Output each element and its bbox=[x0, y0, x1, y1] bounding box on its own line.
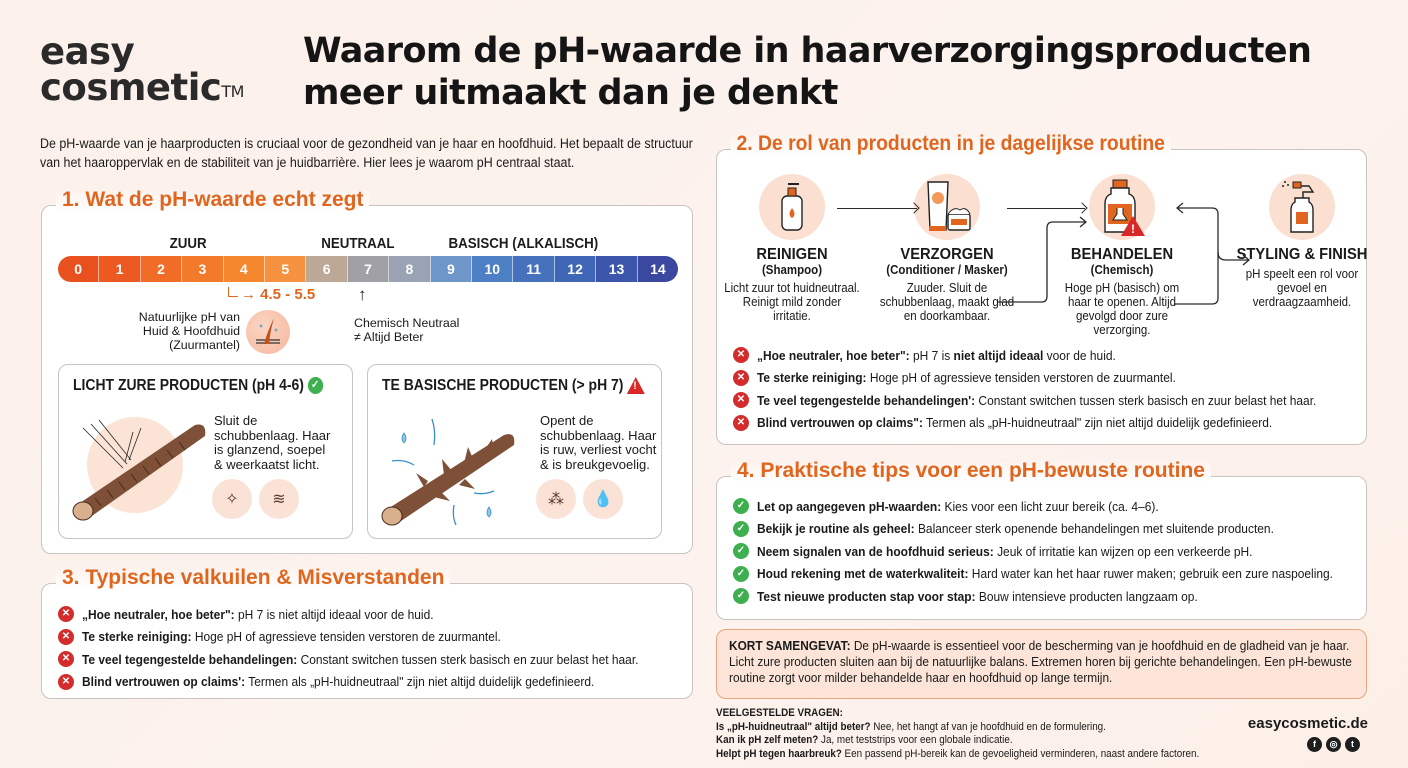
list-item bbox=[58, 626, 700, 649]
hook-arrow-icon bbox=[228, 287, 238, 297]
step-description: pH speelt een rol voor gevoel en verdraagzaamheid. bbox=[1245, 267, 1359, 309]
website-link[interactable]: easycosmetic.de bbox=[1247, 715, 1368, 732]
ph-cell-9: 9 bbox=[431, 256, 472, 282]
facebook-icon[interactable]: f bbox=[1307, 737, 1322, 752]
list-item bbox=[733, 412, 1379, 435]
neutral-line: ≠ Altijd Beter bbox=[354, 330, 424, 344]
card-title bbox=[382, 377, 645, 395]
list-item-text bbox=[757, 393, 1316, 408]
list-item-bold: Te sterke reiniging: bbox=[757, 370, 867, 386]
instagram-icon[interactable]: ◎ bbox=[1326, 737, 1341, 752]
damaged-hair-icon: ⁂ bbox=[536, 479, 576, 519]
ph-cell-12: 12 bbox=[555, 256, 596, 282]
list-item-body: Constant switchen tussen sterk basisch en zuur belast het haar. bbox=[975, 392, 1317, 408]
step-title: VERZORGEN bbox=[900, 246, 994, 263]
ph-cell-13: 13 bbox=[596, 256, 637, 282]
card-description: Opent de schubbenlaag. Haar is ruw, verliest vocht & is breukgevoelig. bbox=[540, 413, 657, 472]
list-item-text bbox=[82, 629, 501, 644]
list-item-body: Balanceer sterk openende behandelingen met sluitende producten. bbox=[914, 521, 1274, 537]
ph-cell-0: 0 bbox=[58, 256, 99, 282]
x-circle-icon: ✕ bbox=[733, 415, 749, 431]
faq-item bbox=[716, 721, 1244, 735]
x-circle-icon: ✕ bbox=[58, 651, 74, 667]
list-item bbox=[733, 495, 1397, 518]
intro-text: De pH-waarde van je haarproducten is cruciaal voor de gezondheid van je haar en hoofdhuid. Het bepaalt de structuur van het haaroppervlak en de stabiliteit van je huidbarrière. Hier lees je waarom pH centraal staat. bbox=[40, 136, 693, 170]
step-description: Licht zuur tot huidneutraal. Reinigt mild zonder irritatie. bbox=[724, 281, 860, 323]
chemical-bottle-icon bbox=[1089, 174, 1155, 240]
scale-labels bbox=[42, 236, 692, 254]
faq-section bbox=[716, 707, 1316, 761]
faq-question: Is „pH-huidneutraal" altijd beter? bbox=[716, 720, 871, 733]
step-subtitle: (Conditioner / Masker) bbox=[886, 263, 1008, 277]
faq-answer: Een passend pH-bereik kan de gevoeligheid verminderen, naast andere factoren. bbox=[841, 747, 1200, 760]
x-circle-icon: ✕ bbox=[733, 347, 749, 363]
list-item bbox=[58, 671, 700, 694]
list-item bbox=[733, 585, 1397, 608]
list-item-body: pH 7 is bbox=[909, 347, 954, 363]
arrow-icon bbox=[837, 208, 917, 209]
social-links bbox=[1307, 737, 1360, 752]
smooth-hair-strand-icon bbox=[65, 410, 215, 525]
card-title bbox=[73, 377, 323, 395]
natural-line: Huid & Hoofdhuid bbox=[142, 324, 240, 338]
step-description: Zuuder. Sluit de schubbenlaag, maakt glad en doorkambaar. bbox=[879, 281, 1015, 323]
list-item-body: Constant switchen tussen sterk basisch en zuur belast het haar. bbox=[297, 651, 639, 667]
label-basic: BASISCH (ALKALISCH) bbox=[448, 236, 599, 252]
card-description: Sluit de schubbenlaag. Haar is glanzend, soepel & weerkaatst licht. bbox=[214, 413, 331, 472]
svg-text:!: ! bbox=[1131, 222, 1135, 236]
ph-cell-3: 3 bbox=[182, 256, 223, 282]
check-circle-icon: ✓ bbox=[733, 543, 749, 559]
section-ph-meaning bbox=[41, 188, 693, 554]
title-line-1: Waarom de pH-waarde in haarverzorgingsproducten bbox=[303, 31, 1312, 71]
list-item bbox=[733, 518, 1397, 541]
list-item-body: Hoge pH of agressieve tensiden verstoren de zuurmantel. bbox=[866, 370, 1176, 386]
list-item-bold: Te veel tegengestelde behandelingen: bbox=[82, 651, 298, 667]
trademark: TM bbox=[221, 82, 244, 101]
list-item bbox=[58, 603, 700, 626]
faq-item bbox=[716, 734, 1244, 748]
list-item-body: Bouw intensieve producten langzaam op. bbox=[975, 588, 1198, 604]
brand-line-1: easy bbox=[40, 30, 135, 73]
smooth-waves-icon: ≋ bbox=[259, 479, 299, 519]
list-item-text bbox=[82, 674, 594, 689]
summary-label: KORT SAMENGEVAT: bbox=[729, 638, 851, 653]
section-title: 2. De rol van producten in je dagelijkse routine bbox=[731, 132, 1170, 156]
list-item bbox=[733, 344, 1379, 367]
step-subtitle: (Chemisch) bbox=[1090, 263, 1154, 277]
check-circle-icon: ✓ bbox=[733, 498, 749, 514]
neutral-arrow-icon: ↑ bbox=[358, 285, 367, 304]
shiny-hair-icon: ✧ bbox=[212, 479, 252, 519]
ph-cell-14: 14 bbox=[638, 256, 678, 282]
list-item bbox=[58, 648, 700, 671]
list-item-bold: Neem signalen van de hoofdhuid serieus: bbox=[757, 543, 994, 559]
step-description: Hoge pH (basisch) om haar te openen. Altijd gevolgd door zure verzorging. bbox=[1064, 281, 1180, 337]
list-item-bold: Te sterke reiniging: bbox=[82, 629, 192, 645]
arrow-icon bbox=[1007, 208, 1085, 209]
warning-icon bbox=[627, 377, 645, 394]
section-title: 4. Praktische tips voor een pH-bewuste routine bbox=[731, 459, 1211, 483]
hair-follicle-icon bbox=[246, 310, 290, 354]
page-title bbox=[303, 30, 1393, 114]
summary-text: De pH-waarde is essentieel voor de bescherming van je hoofdhuid en de gladheid van je haar. Licht zure producten sluiten aan bij de natuurlijke balans. Extremen horen bij gerichte behandelingen. Een pH-bewuste routine zorgt voor milder behandelde haar en hoofdhuid op lange termijn. bbox=[729, 638, 1352, 685]
x-circle-icon: ✕ bbox=[733, 392, 749, 408]
list-item bbox=[733, 563, 1397, 586]
section-tips bbox=[716, 459, 1367, 620]
list-item bbox=[733, 540, 1397, 563]
list-item-text bbox=[757, 348, 1116, 363]
faq-question: Helpt pH tegen haarbreuk? bbox=[716, 747, 842, 760]
list-item-bold: Houd rekening met de waterkwaliteit: bbox=[757, 566, 969, 582]
faq-answer: Ja, met teststrips voor een globale indicatie. bbox=[818, 734, 1013, 746]
section-title: 1. Wat de pH-waarde echt zegt bbox=[56, 188, 369, 212]
natural-line: (Zuurmantel) bbox=[169, 338, 240, 352]
neutral-line: Chemisch Neutraal bbox=[354, 316, 460, 330]
list-item-text bbox=[757, 544, 1253, 559]
ph-cell-11: 11 bbox=[513, 256, 554, 282]
moisture-loss-icon: 💧 bbox=[583, 479, 623, 519]
list-item-body: Kies voor een licht zuur bereik (ca. 4–6). bbox=[941, 498, 1159, 514]
summary-box bbox=[716, 629, 1367, 699]
check-circle-icon: ✓ bbox=[733, 566, 749, 582]
natural-line: Natuurlijke pH van bbox=[138, 310, 240, 324]
list-item-bold: Let op aangegeven pH-waarden: bbox=[757, 498, 942, 514]
list-item-body: Termen als „pH-huidneutraal" zijn niet altijd duidelijk gedefinieerd. bbox=[245, 674, 595, 690]
ph-cell-6: 6 bbox=[306, 256, 347, 282]
ph-cell-1: 1 bbox=[99, 256, 140, 282]
natural-ph-label bbox=[120, 310, 240, 352]
list-item-text bbox=[757, 589, 1198, 604]
list-item-bold: Test nieuwe producten stap voor stap: bbox=[757, 588, 976, 604]
label-acid: ZUUR bbox=[169, 236, 207, 252]
list-item-body: Termen als „pH-huidneutraal" zijn niet altijd duidelijk gedefinieerd. bbox=[922, 415, 1273, 431]
ph-scale-bar bbox=[58, 256, 678, 282]
step-title: STYLING & FINISH bbox=[1236, 246, 1368, 263]
shampoo-bottle-icon bbox=[759, 174, 825, 240]
card-acid-products bbox=[58, 364, 353, 539]
x-circle-icon: ✕ bbox=[733, 370, 749, 386]
check-circle-icon: ✓ bbox=[733, 588, 749, 604]
list-item-body: Hard water kan het haar ruwer maken; gebruik een zure naspoeling. bbox=[968, 566, 1334, 582]
list-item-bold: Te veel tegengestelde behandelingen': bbox=[757, 392, 976, 408]
list-item-bold: Bekijk je routine als geheel: bbox=[757, 521, 915, 537]
check-circle-icon: ✓ bbox=[733, 521, 749, 537]
ph-cell-10: 10 bbox=[472, 256, 513, 282]
list-item-body: Hoge pH of agressieve tensiden verstoren de zuurmantel. bbox=[191, 629, 501, 645]
section-pitfalls bbox=[41, 566, 693, 699]
list-item-bold: Blind vertrouwen op claims": bbox=[757, 415, 923, 431]
branch-arrow-icon bbox=[1172, 200, 1252, 310]
section-title: 3. Typische valkuilen & Misverstanden bbox=[56, 566, 450, 590]
list-item-text bbox=[82, 652, 638, 667]
x-circle-icon: ✕ bbox=[58, 606, 74, 622]
list-item-body: pH 7 is niet altijd ideaal voor de huid. bbox=[234, 606, 434, 622]
damaged-hair-strand-icon bbox=[374, 405, 539, 530]
routine-step-reinigen bbox=[717, 174, 867, 323]
list-item-body: voor de huid. bbox=[1043, 347, 1116, 363]
routine-pitfalls-list bbox=[733, 344, 1379, 434]
list-item-text bbox=[757, 499, 1159, 514]
list-item-bold: niet altijd ideaal bbox=[953, 347, 1044, 363]
x-circle-icon: ✕ bbox=[58, 674, 74, 690]
spray-bottle-icon bbox=[1269, 174, 1335, 240]
list-item bbox=[733, 367, 1379, 390]
return-arrow-icon bbox=[997, 212, 1092, 312]
faq-title: VEELGESTELDE VRAGEN: bbox=[716, 707, 843, 719]
list-item-bold: „Hoe neutraler, hoe beter": bbox=[82, 606, 235, 622]
range-value: 4.5 - 5.5 bbox=[260, 286, 316, 303]
ph-cell-8: 8 bbox=[389, 256, 430, 282]
check-icon: ✓ bbox=[308, 377, 323, 394]
neutral-note bbox=[354, 316, 459, 344]
list-item-text bbox=[757, 370, 1176, 385]
conditioner-tube-icon bbox=[914, 174, 980, 240]
card-basic-products bbox=[367, 364, 662, 539]
step-title: REINIGEN bbox=[756, 246, 828, 263]
step-subtitle: (Shampoo) bbox=[761, 263, 823, 277]
card-title-text: TE BASISCHE PRODUCTEN (> pH 7) bbox=[382, 377, 624, 394]
natural-range-note: → 4.5 - 5.5 bbox=[228, 286, 315, 303]
section-routine bbox=[716, 132, 1368, 445]
ph-cell-4: 4 bbox=[224, 256, 265, 282]
list-item-body: Jeuk of irritatie kan wijzen op een verkeerde pH. bbox=[993, 543, 1253, 559]
list-item-bold: „Hoe neutraler, hoe beter": bbox=[757, 347, 910, 363]
ph-cell-7: 7 bbox=[348, 256, 389, 282]
pitfalls-list bbox=[58, 603, 700, 693]
list-item-text bbox=[82, 607, 434, 622]
faq-list bbox=[716, 721, 1244, 762]
twitter-icon[interactable]: t bbox=[1345, 737, 1360, 752]
title-line-2: meer uitmaakt dan je denkt bbox=[303, 73, 838, 113]
ph-cell-2: 2 bbox=[141, 256, 182, 282]
ph-cell-5: 5 bbox=[265, 256, 306, 282]
list-item-text bbox=[757, 521, 1274, 536]
brand-line-2: cosmetic bbox=[40, 66, 222, 109]
faq-item bbox=[716, 748, 1244, 762]
brand-logo bbox=[40, 30, 244, 109]
label-neutral: NEUTRAAL bbox=[321, 236, 395, 252]
list-item bbox=[733, 389, 1379, 412]
list-item-text bbox=[757, 415, 1272, 430]
card-title-text: LICHT ZURE PRODUCTEN (pH 4-6) bbox=[73, 377, 304, 394]
step-title: BEHANDELEN bbox=[1070, 246, 1174, 263]
list-item-bold: Blind vertrouwen op claims': bbox=[82, 674, 246, 690]
faq-answer: Nee, het hangt af van je hoofdhuid en de formulering. bbox=[870, 720, 1106, 733]
faq-question: Kan ik pH zelf meten? bbox=[716, 734, 819, 746]
tips-list bbox=[733, 495, 1397, 608]
list-item-text bbox=[757, 566, 1333, 581]
x-circle-icon: ✕ bbox=[58, 629, 74, 645]
